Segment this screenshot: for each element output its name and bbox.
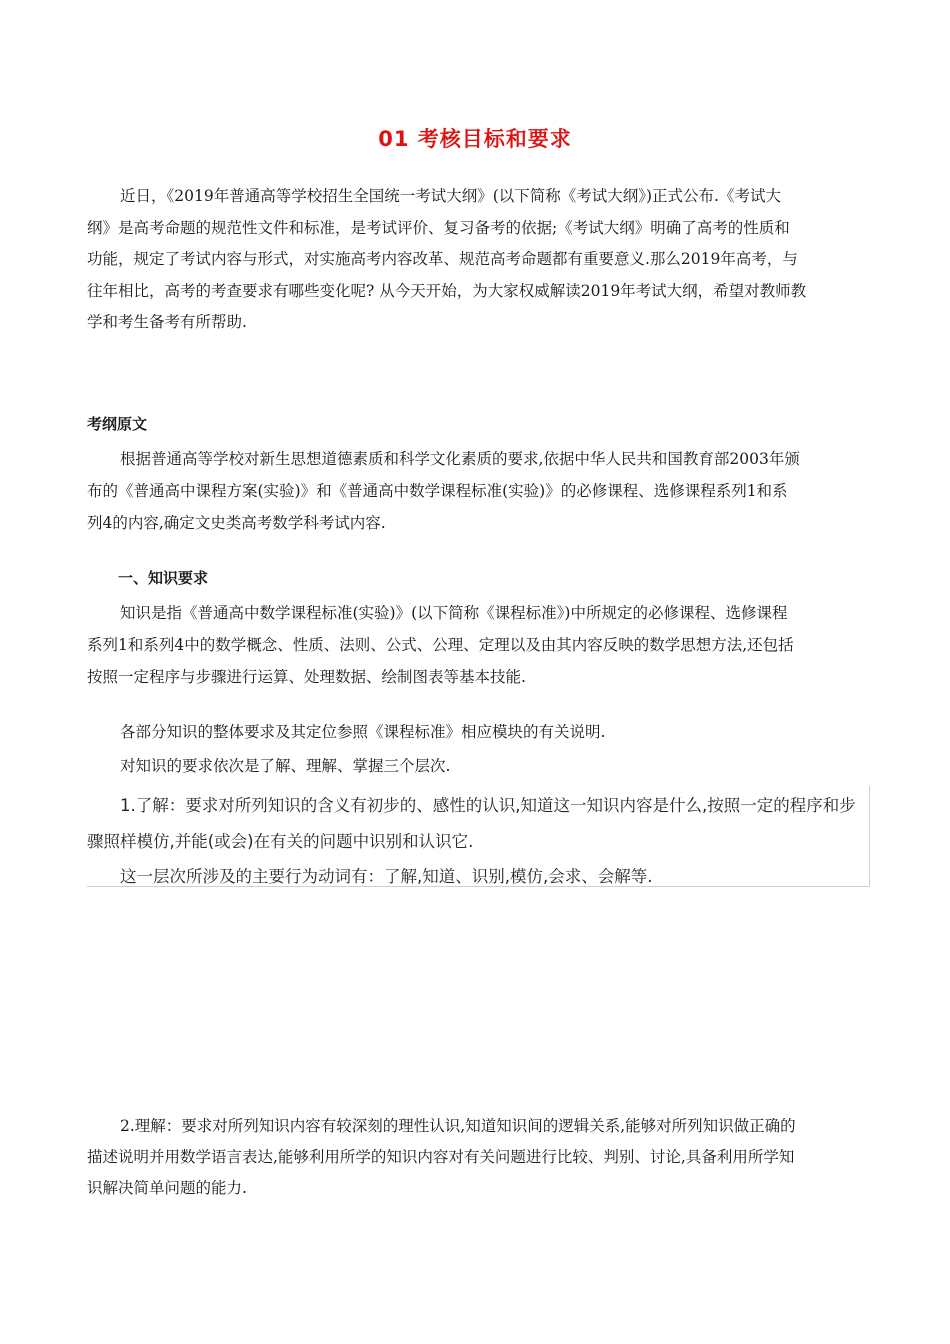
- text-line: 近日，《2019年普通高等学校招生全国统一考试大纲》(以下简称《考试大纲》)正式公布.《考试大: [120, 187, 781, 205]
- text-line: 这一层次所涉及的主要行为动词有：了解,知道、识别,模仿,会求、会解等.: [120, 867, 653, 886]
- text-line: 2.理解：要求对所列知识内容有较深刻的理性认识,知道知识间的逻辑关系,能够对所列知识做正确的: [120, 1117, 796, 1135]
- text-line: 根据普通高等学校对新生思想道德素质和科学文化素质的要求,依据中华人民共和国教育部2003年颁: [120, 450, 800, 468]
- text-line: 往年相比，高考的考查要求有哪些变化呢? 从今天开始，为大家权威解读2019年考试大纲，希望对教师教: [87, 281, 807, 300]
- text-line: 系列1和系列4中的数学概念、性质、法则、公式、公理、定理以及由其内容反映的数学思想方法,还包括: [87, 636, 794, 654]
- text-line: 骤照样模仿,并能(或会)在有关的问题中识别和认识它.: [87, 832, 474, 851]
- original-paragraph: [87, 443, 867, 539]
- section-heading-knowledge: 一、知识要求: [118, 569, 209, 587]
- section-heading-original: 考纲原文: [87, 415, 148, 433]
- knowledge-paragraph: [87, 597, 867, 693]
- knowledge-note: 对知识的要求依次是了解、理解、掌握三个层次.: [120, 757, 451, 775]
- page-title: 01 考核目标和要求: [378, 127, 572, 151]
- text-line: 描述说明并用数学语言表达,能够利用所学的知识内容对有关问题进行比较、判别、讨论,具备利用所学知: [87, 1148, 795, 1166]
- text-line: 功能，规定了考试内容与形式，对实施高考内容改革、规范高考命题都有重要意义.那么2019年高考，与: [87, 250, 798, 269]
- text-line: 布的《普通高中课程方案(实验)》和《普通高中数学课程标准(实验)》的必修课程、选修课程系列1和系: [87, 482, 788, 500]
- text-line: 1.了解：要求对所列知识的含义有初步的、感性的认识,知道这一知识内容是什么,按照一定的程序和步: [120, 796, 856, 815]
- text-line: 学和考生备考有所帮助.: [87, 313, 247, 332]
- text-line: 纲》是高考命题的规范性文件和标准，是考试评价、复习备考的依据;《考试大纲》明确了高考的性质和: [87, 218, 790, 237]
- text-line: 识解决简单问题的能力.: [87, 1179, 247, 1197]
- level2-paragraph: [87, 1111, 867, 1204]
- text-line: 按照一定程序与步骤进行运算、处理数据、绘制图表等基本技能.: [87, 668, 526, 686]
- text-line: 列4的内容,确定文史类高考数学科考试内容.: [87, 514, 386, 532]
- level1-box: [87, 786, 870, 887]
- intro-paragraph: [87, 181, 867, 339]
- text-line: 知识是指《普通高中数学课程标准(实验)》(以下简称《课程标准》)中所规定的必修课程、选修课程: [120, 604, 788, 622]
- knowledge-note: 各部分知识的整体要求及其定位参照《课程标准》相应模块的有关说明.: [120, 723, 606, 741]
